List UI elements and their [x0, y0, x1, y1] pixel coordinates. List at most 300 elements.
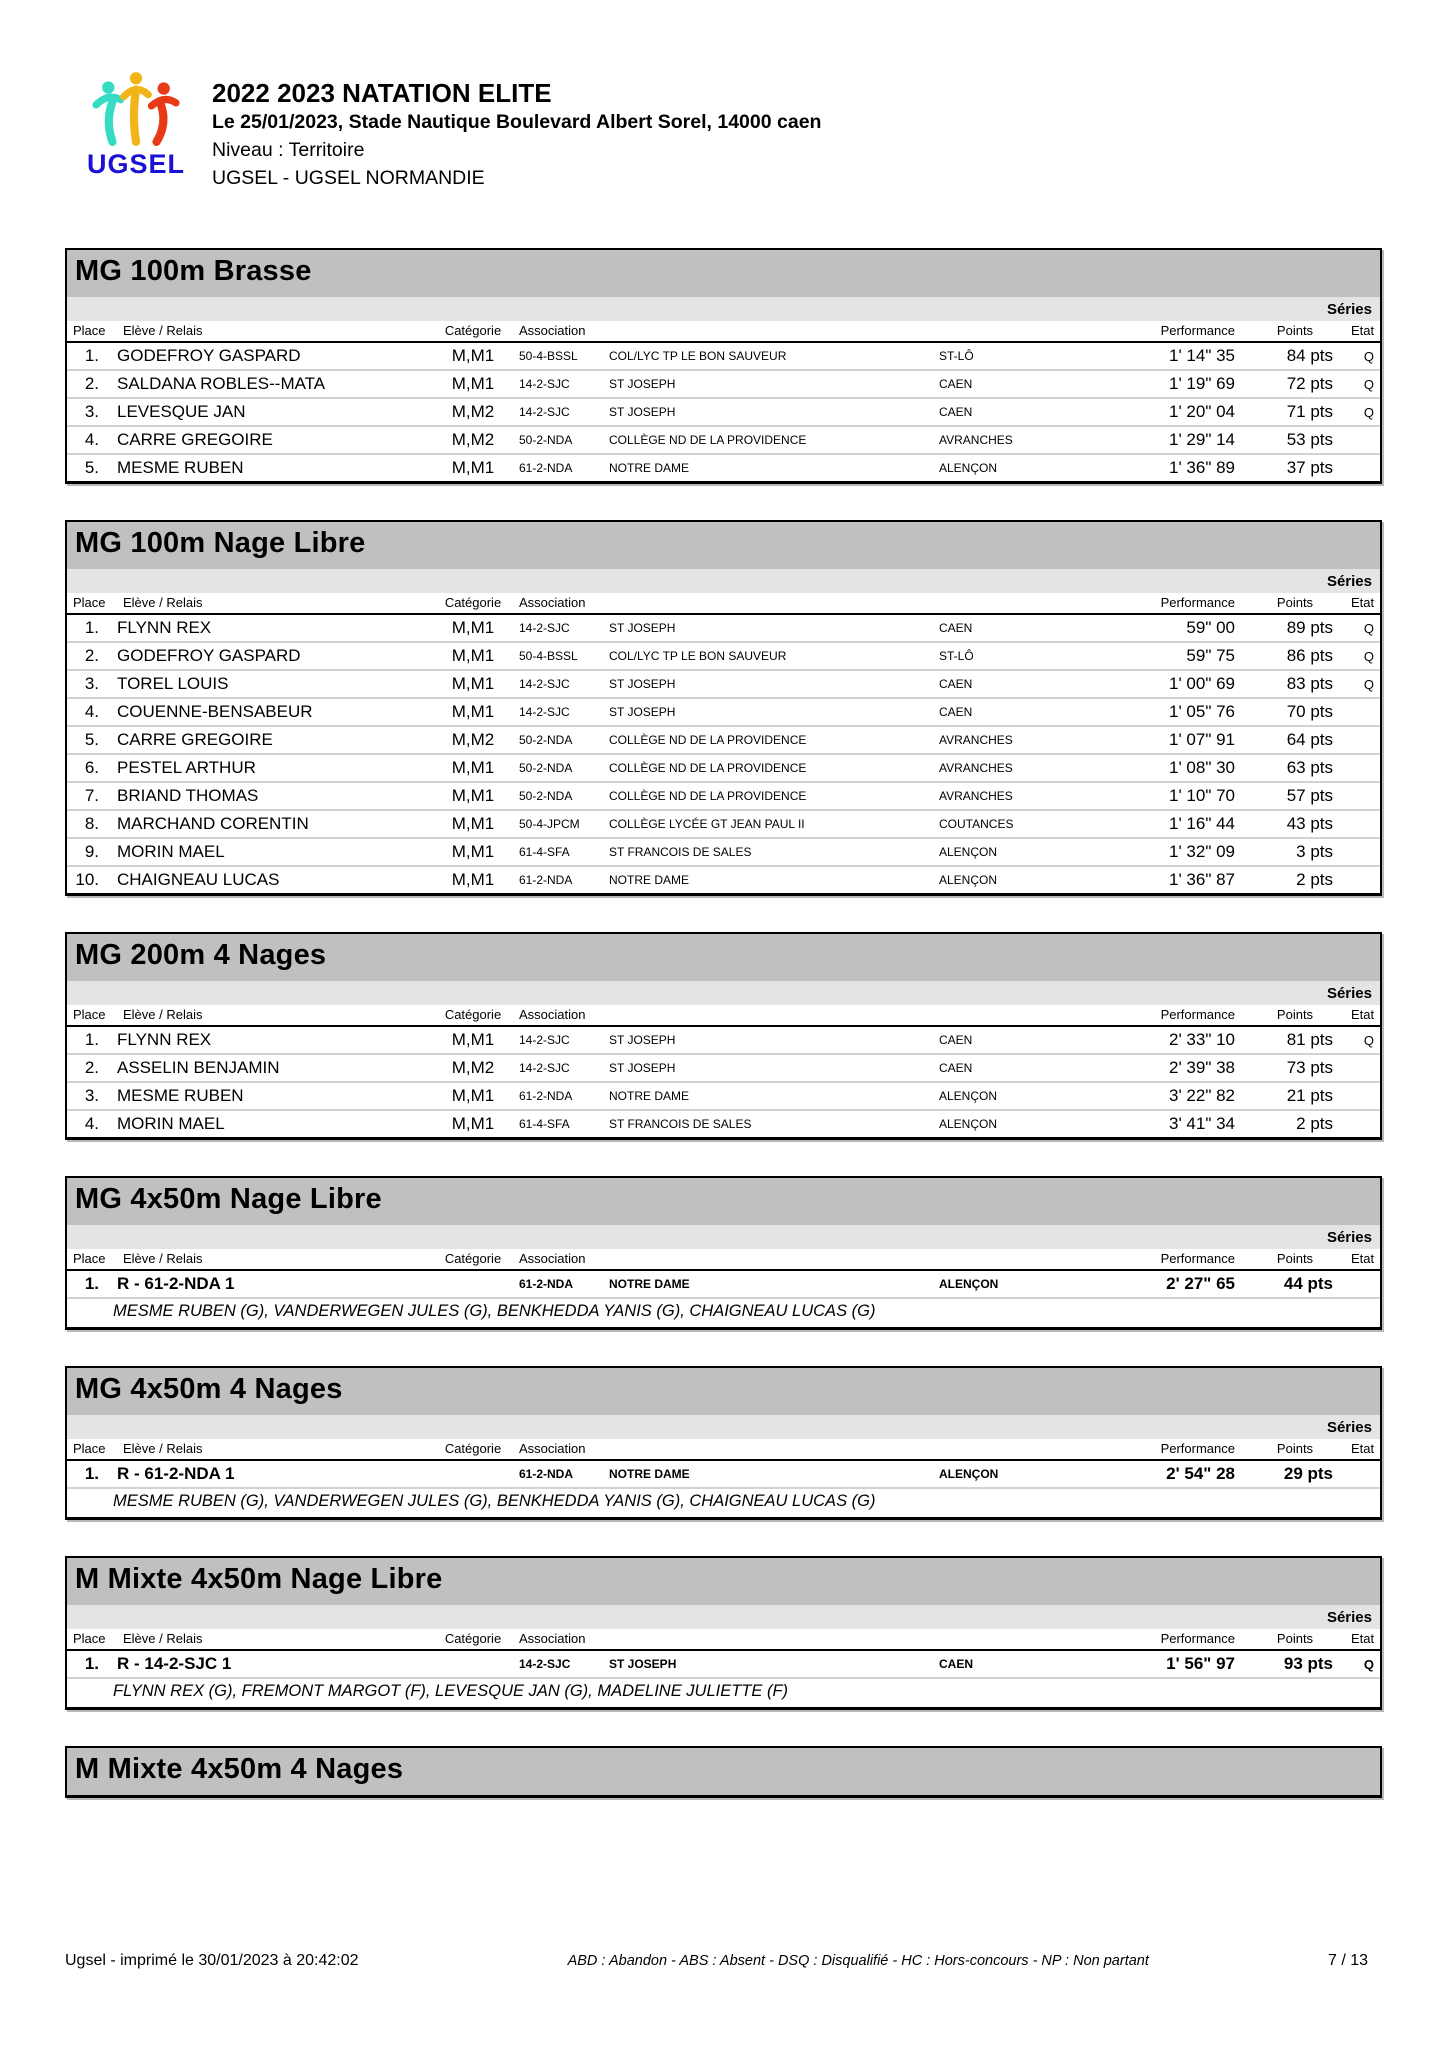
cell-performance: 1' 00" 69 — [1169, 674, 1235, 693]
cell-categorie: M,M1 — [451, 674, 495, 693]
result-row — [67, 455, 1380, 481]
cell-etat: Q — [1363, 1656, 1374, 1672]
col-header-association: Association — [519, 1441, 586, 1456]
relay-members: MESME RUBEN (G), VANDERWEGEN JULES (G), BENKHEDDA YANIS (G), CHAIGNEAU LUCAS (G) — [67, 1299, 1380, 1327]
event-title: MG 4x50m 4 Nages — [67, 1368, 1380, 1415]
result-row — [67, 343, 1380, 371]
cell-name: CARRE GREGOIRE — [117, 430, 273, 449]
col-header-association: Association — [519, 1631, 586, 1646]
cell-assoc_code: 14-2-SJC — [519, 377, 570, 391]
cell-assoc_code: 14-2-SJC — [519, 705, 570, 719]
cell-performance: 1' 05" 76 — [1169, 702, 1235, 721]
result-row — [67, 1111, 1380, 1137]
col-header-place: Place — [73, 595, 106, 610]
col-header-performance: Performance — [1160, 1007, 1235, 1022]
col-header-place: Place — [73, 1251, 106, 1266]
cell-city: ALENÇON — [939, 1117, 998, 1131]
cell-categorie: M,M1 — [451, 870, 495, 889]
col-header-points: Points — [1276, 323, 1314, 338]
col-header-association: Association — [519, 323, 586, 338]
col-header-eleve-relais: Elève / Relais — [123, 1441, 203, 1456]
cell-performance: 1' 36" 89 — [1169, 458, 1235, 477]
cell-assoc_name: NOTRE DAME — [609, 461, 690, 475]
cell-city: AVRANCHES — [939, 433, 1013, 447]
cell-name: MESME RUBEN — [117, 458, 244, 477]
cell-performance: 1' 29" 14 — [1169, 430, 1235, 449]
cell-points: 57 pts — [1286, 786, 1333, 805]
cell-place: 2. — [84, 1058, 99, 1077]
cell-points: 64 pts — [1286, 730, 1333, 749]
cell-place: 10. — [75, 870, 99, 889]
cell-points: 2 pts — [1296, 1114, 1333, 1133]
cell-categorie: M,M1 — [451, 758, 495, 777]
ugsel-logo-text: UGSEL — [86, 149, 185, 179]
print-info: Ugsel - imprimé le 30/01/2023 à 20:42:02 — [65, 1952, 359, 1969]
cell-assoc_name: ST FRANCOIS DE SALES — [609, 845, 752, 859]
cell-place: 9. — [84, 842, 99, 861]
col-header-points: Points — [1276, 1631, 1314, 1646]
col-header-association: Association — [519, 595, 586, 610]
cell-points: 2 pts — [1296, 870, 1333, 889]
result-row — [67, 671, 1380, 699]
cell-points: 93 pts — [1283, 1654, 1333, 1673]
series-band — [67, 569, 1380, 593]
series-label: Séries — [1326, 1609, 1372, 1626]
cell-points: 44 pts — [1283, 1274, 1333, 1293]
cell-performance: 1' 32" 09 — [1169, 842, 1235, 861]
result-row — [67, 727, 1380, 755]
col-header-points: Points — [1276, 595, 1314, 610]
cell-performance: 1' 16" 44 — [1169, 814, 1235, 833]
cell-performance: 2' 33" 10 — [1169, 1030, 1235, 1049]
event-title: MG 100m Nage Libre — [67, 522, 1380, 569]
cell-assoc_name: NOTRE DAME — [609, 1277, 690, 1291]
cell-assoc_code: 61-4-SFA — [519, 845, 570, 859]
event-section — [65, 1176, 1382, 1330]
page-title: 2022 2023 NATATION ELITE — [212, 78, 552, 108]
result-row — [67, 1055, 1380, 1083]
cell-assoc_code: 50-2-NDA — [519, 433, 573, 447]
cell-assoc_code: 14-2-SJC — [519, 1061, 570, 1075]
cell-place: 8. — [84, 814, 99, 833]
cell-place: 4. — [84, 702, 99, 721]
cell-points: 53 pts — [1286, 430, 1333, 449]
cell-assoc_name: ST JOSEPH — [609, 621, 676, 635]
cell-city: ALENÇON — [939, 1467, 999, 1481]
cell-assoc_code: 14-2-SJC — [519, 405, 570, 419]
cell-categorie: M,M1 — [451, 786, 495, 805]
cell-performance: 1' 56" 97 — [1166, 1654, 1235, 1673]
col-header-eleve-relais: Elève / Relais — [123, 1631, 203, 1646]
column-header-row — [67, 593, 1380, 615]
result-row — [67, 755, 1380, 783]
cell-place: 5. — [84, 730, 99, 749]
rows — [67, 1271, 1380, 1327]
cell-performance: 59" 00 — [1186, 618, 1235, 637]
event-level: Niveau : Territoire — [212, 139, 365, 161]
col-header-etat: Etat — [1350, 323, 1375, 338]
cell-city: CAEN — [939, 1033, 973, 1047]
col-header-etat: Etat — [1350, 1441, 1375, 1456]
cell-categorie: M,M2 — [451, 1058, 495, 1077]
cell-assoc_code: 50-2-NDA — [519, 733, 573, 747]
event-section — [65, 1366, 1382, 1520]
cell-assoc_name: COLLÈGE LYCÉE GT JEAN PAUL II — [609, 817, 805, 831]
cell-assoc_name: ST JOSEPH — [609, 377, 676, 391]
cell-assoc_name: ST JOSEPH — [609, 705, 676, 719]
result-row — [67, 1083, 1380, 1111]
cell-points: 3 pts — [1296, 842, 1333, 861]
cell-city: ALENÇON — [939, 873, 998, 887]
result-row — [67, 615, 1380, 643]
col-header-performance: Performance — [1160, 323, 1235, 338]
cell-city: AVRANCHES — [939, 761, 1013, 775]
col-header-etat: Etat — [1350, 1631, 1375, 1646]
event-section — [65, 248, 1382, 484]
series-label: Séries — [1326, 1419, 1372, 1436]
cell-place: 1. — [84, 346, 99, 365]
cell-assoc_name: COLLÈGE ND DE LA PROVIDENCE — [609, 433, 807, 447]
cell-categorie: M,M2 — [451, 730, 495, 749]
cell-place: 6. — [84, 758, 99, 777]
cell-categorie: M,M1 — [451, 1086, 495, 1105]
cell-assoc_code: 50-4-BSSL — [519, 349, 578, 363]
col-header-categorie: Catégorie — [444, 595, 502, 610]
result-row — [67, 839, 1380, 867]
cell-points: 84 pts — [1286, 346, 1333, 365]
page-header — [84, 68, 821, 192]
cell-assoc_code: 14-2-SJC — [519, 1657, 571, 1671]
ugsel-logo — [84, 68, 188, 180]
cell-city: AVRANCHES — [939, 789, 1013, 803]
cell-name: MESME RUBEN — [117, 1086, 244, 1105]
cell-name: SALDANA ROBLES--MATA — [117, 374, 326, 393]
event-title: MG 4x50m Nage Libre — [67, 1178, 1380, 1225]
col-header-eleve-relais: Elève / Relais — [123, 595, 203, 610]
event-section — [65, 520, 1382, 896]
cell-assoc_code: 50-4-BSSL — [519, 649, 578, 663]
cell-name: BRIAND THOMAS — [117, 786, 259, 805]
col-header-performance: Performance — [1160, 595, 1235, 610]
cell-place: 3. — [84, 402, 99, 421]
cell-assoc_name: NOTRE DAME — [609, 1467, 690, 1481]
cell-name: FLYNN REX — [117, 1030, 212, 1049]
cell-categorie: M,M1 — [451, 374, 495, 393]
cell-points: 81 pts — [1286, 1030, 1333, 1049]
column-header-row — [67, 1439, 1380, 1461]
cell-name: CARRE GREGOIRE — [117, 730, 273, 749]
column-header-row — [67, 1249, 1380, 1271]
cell-name: GODEFROY GASPARD — [117, 646, 301, 665]
cell-city: ALENÇON — [939, 1089, 998, 1103]
cell-assoc_code: 61-2-NDA — [519, 1277, 574, 1291]
page-footer — [65, 1952, 1382, 1970]
col-header-points: Points — [1276, 1007, 1314, 1022]
cell-points: 71 pts — [1286, 402, 1333, 421]
cell-name: COUENNE-BENSABEUR — [117, 702, 313, 721]
col-header-etat: Etat — [1350, 1251, 1375, 1266]
event-section — [65, 932, 1382, 1140]
cell-place: 1. — [84, 618, 99, 637]
cell-city: CAEN — [939, 705, 973, 719]
rows — [67, 1651, 1380, 1707]
event-organisation: UGSEL - UGSEL NORMANDIE — [212, 167, 485, 189]
cell-city: ALENÇON — [939, 1277, 999, 1291]
cell-performance: 1' 20" 04 — [1169, 402, 1235, 421]
cell-assoc_name: COL/LYC TP LE BON SAUVEUR — [609, 349, 787, 363]
cell-performance: 1' 14" 35 — [1169, 346, 1235, 365]
series-band — [67, 297, 1380, 321]
cell-place: 2. — [84, 374, 99, 393]
cell-assoc_code: 14-2-SJC — [519, 1033, 570, 1047]
event-title: MG 200m 4 Nages — [67, 934, 1380, 981]
event-date-location: Le 25/01/2023, Stade Nautique Boulevard Albert Sorel, 14000 caen — [212, 111, 822, 133]
cell-performance: 59" 75 — [1186, 646, 1235, 665]
event-section — [65, 1746, 1382, 1798]
column-header-row — [67, 1005, 1380, 1027]
cell-performance: 1' 07" 91 — [1169, 730, 1235, 749]
ugsel-figures-icon — [84, 68, 188, 148]
cell-city: ST-LÔ — [939, 349, 974, 363]
cell-place: 2. — [84, 646, 99, 665]
result-row — [67, 427, 1380, 455]
cell-assoc_name: ST JOSEPH — [609, 405, 676, 419]
cell-assoc_name: NOTRE DAME — [609, 873, 690, 887]
cell-categorie: M,M1 — [451, 618, 495, 637]
result-row — [67, 643, 1380, 671]
event-title: MG 100m Brasse — [67, 250, 1380, 297]
cell-etat: Q — [1363, 348, 1374, 364]
cell-etat: Q — [1363, 648, 1374, 664]
cell-assoc_name: COLLÈGE ND DE LA PROVIDENCE — [609, 789, 807, 803]
cell-name: LEVESQUE JAN — [117, 402, 246, 421]
cell-name: PESTEL ARTHUR — [117, 758, 256, 777]
page-number: 7 / 13 — [1327, 1952, 1368, 1969]
cell-name: MORIN MAEL — [117, 1114, 225, 1133]
cell-name: ASSELIN BENJAMIN — [117, 1058, 280, 1077]
cell-assoc_code: 50-2-NDA — [519, 761, 573, 775]
cell-points: 21 pts — [1286, 1086, 1333, 1105]
cell-place: 3. — [84, 1086, 99, 1105]
header-text — [212, 68, 821, 192]
col-header-place: Place — [73, 323, 106, 338]
cell-points: 37 pts — [1286, 458, 1333, 477]
cell-categorie: M,M1 — [451, 702, 495, 721]
cell-assoc_name: COLLÈGE ND DE LA PROVIDENCE — [609, 761, 807, 775]
relay-members: FLYNN REX (G), FREMONT MARGOT (F), LEVESQUE JAN (G), MADELINE JULIETTE (F) — [67, 1679, 1380, 1707]
cell-points: 72 pts — [1286, 374, 1333, 393]
cell-categorie: M,M1 — [451, 1114, 495, 1133]
cell-assoc_code: 14-2-SJC — [519, 677, 570, 691]
result-row — [67, 1651, 1380, 1679]
cell-categorie: M,M1 — [451, 646, 495, 665]
rows — [67, 615, 1380, 893]
cell-name: MORIN MAEL — [117, 842, 225, 861]
col-header-place: Place — [73, 1441, 106, 1456]
cell-points: 29 pts — [1283, 1464, 1333, 1483]
cell-categorie: M,M2 — [451, 430, 495, 449]
cell-name: TOREL LOUIS — [117, 674, 229, 693]
cell-place: 1. — [84, 1274, 99, 1293]
cell-place: 1. — [84, 1464, 99, 1483]
abbreviations-legend: ABD : Abandon - ABS : Absent - DSQ : Disqualifié - HC : Hors-concours - NP : Non partant — [567, 1953, 1149, 1969]
cell-points: 70 pts — [1286, 702, 1333, 721]
cell-points: 86 pts — [1286, 646, 1333, 665]
cell-city: AVRANCHES — [939, 733, 1013, 747]
col-header-categorie: Catégorie — [444, 323, 502, 338]
cell-categorie: M,M1 — [451, 458, 495, 477]
col-header-performance: Performance — [1160, 1251, 1235, 1266]
cell-place: 5. — [84, 458, 99, 477]
cell-performance: 2' 39" 38 — [1169, 1058, 1235, 1077]
cell-city: CAEN — [939, 405, 973, 419]
cell-points: 63 pts — [1286, 758, 1333, 777]
col-header-eleve-relais: Elève / Relais — [123, 323, 203, 338]
series-band — [67, 1605, 1380, 1629]
cell-name: FLYNN REX — [117, 618, 212, 637]
cell-name: CHAIGNEAU LUCAS — [117, 870, 280, 889]
cell-assoc_name: ST JOSEPH — [609, 1061, 676, 1075]
cell-categorie: M,M1 — [451, 1030, 495, 1049]
cell-performance: 1' 19" 69 — [1169, 374, 1235, 393]
event-title: M Mixte 4x50m 4 Nages — [67, 1748, 1380, 1795]
cell-performance: 1' 36" 87 — [1169, 870, 1235, 889]
cell-city: CAEN — [939, 677, 973, 691]
cell-city: ALENÇON — [939, 461, 998, 475]
cell-categorie: M,M1 — [451, 814, 495, 833]
series-label: Séries — [1326, 985, 1372, 1002]
cell-city: ALENÇON — [939, 845, 998, 859]
cell-name: GODEFROY GASPARD — [117, 346, 301, 365]
cell-performance: 2' 54" 28 — [1166, 1464, 1235, 1483]
col-header-etat: Etat — [1350, 595, 1375, 610]
cell-performance: 1' 08" 30 — [1169, 758, 1235, 777]
col-header-association: Association — [519, 1251, 586, 1266]
cell-assoc_code: 50-2-NDA — [519, 789, 573, 803]
cell-place: 4. — [84, 1114, 99, 1133]
series-label: Séries — [1326, 1229, 1372, 1246]
cell-place: 1. — [84, 1654, 99, 1673]
cell-categorie: M,M1 — [451, 346, 495, 365]
column-header-row — [67, 321, 1380, 343]
cell-etat: Q — [1363, 676, 1374, 692]
result-row — [67, 1271, 1380, 1299]
cell-performance: 3' 22" 82 — [1169, 1086, 1235, 1105]
col-header-categorie: Catégorie — [444, 1007, 502, 1022]
cell-assoc_name: COLLÈGE ND DE LA PROVIDENCE — [609, 733, 807, 747]
sections — [65, 248, 1382, 1834]
col-header-points: Points — [1276, 1251, 1314, 1266]
rows — [67, 343, 1380, 481]
col-header-points: Points — [1276, 1441, 1314, 1456]
cell-place: 7. — [84, 786, 99, 805]
cell-name: R - 61-2-NDA 1 — [117, 1464, 235, 1483]
series-band — [67, 981, 1380, 1005]
col-header-eleve-relais: Elève / Relais — [123, 1251, 203, 1266]
cell-city: ST-LÔ — [939, 649, 974, 663]
relay-members: MESME RUBEN (G), VANDERWEGEN JULES (G), BENKHEDDA YANIS (G), CHAIGNEAU LUCAS (G) — [67, 1489, 1380, 1517]
col-header-performance: Performance — [1160, 1441, 1235, 1456]
series-band — [67, 1225, 1380, 1249]
cell-assoc_code: 50-4-JPCM — [519, 817, 580, 831]
result-row — [67, 399, 1380, 427]
cell-assoc_name: ST JOSEPH — [609, 1657, 677, 1671]
cell-place: 3. — [84, 674, 99, 693]
cell-assoc_code: 61-2-NDA — [519, 1467, 574, 1481]
cell-categorie: M,M2 — [451, 402, 495, 421]
cell-performance: 2' 27" 65 — [1166, 1274, 1235, 1293]
series-band — [67, 1415, 1380, 1439]
series-label: Séries — [1326, 301, 1372, 318]
cell-city: COUTANCES — [939, 817, 1014, 831]
cell-assoc_code: 61-2-NDA — [519, 873, 573, 887]
cell-place: 4. — [84, 430, 99, 449]
cell-performance: 1' 10" 70 — [1169, 786, 1235, 805]
cell-name: MARCHAND CORENTIN — [117, 814, 309, 833]
cell-city: CAEN — [939, 377, 973, 391]
cell-assoc_name: ST JOSEPH — [609, 1033, 676, 1047]
col-header-place: Place — [73, 1631, 106, 1646]
cell-points: 89 pts — [1286, 618, 1333, 637]
col-header-association: Association — [519, 1007, 586, 1022]
cell-assoc_name: ST JOSEPH — [609, 677, 676, 691]
cell-city: CAEN — [939, 1657, 974, 1671]
cell-name: R - 14-2-SJC 1 — [117, 1654, 232, 1673]
column-header-row — [67, 1629, 1380, 1651]
cell-city: CAEN — [939, 1061, 973, 1075]
cell-place: 1. — [84, 1030, 99, 1049]
rows — [67, 1461, 1380, 1517]
cell-points: 73 pts — [1286, 1058, 1333, 1077]
cell-etat: Q — [1363, 376, 1374, 392]
col-header-categorie: Catégorie — [444, 1251, 502, 1266]
cell-assoc_name: COL/LYC TP LE BON SAUVEUR — [609, 649, 787, 663]
cell-etat: Q — [1363, 620, 1374, 636]
event-section — [65, 1556, 1382, 1710]
result-row — [67, 867, 1380, 893]
cell-name: R - 61-2-NDA 1 — [117, 1274, 235, 1293]
cell-points: 83 pts — [1286, 674, 1333, 693]
result-row — [67, 811, 1380, 839]
col-header-performance: Performance — [1160, 1631, 1235, 1646]
result-row — [67, 783, 1380, 811]
rows — [67, 1027, 1380, 1137]
cell-assoc_code: 14-2-SJC — [519, 621, 570, 635]
col-header-categorie: Catégorie — [444, 1631, 502, 1646]
cell-assoc_code: 61-2-NDA — [519, 461, 573, 475]
col-header-eleve-relais: Elève / Relais — [123, 1007, 203, 1022]
col-header-categorie: Catégorie — [444, 1441, 502, 1456]
result-row — [67, 1461, 1380, 1489]
event-title: M Mixte 4x50m Nage Libre — [67, 1558, 1380, 1605]
cell-points: 43 pts — [1286, 814, 1333, 833]
result-row — [67, 1027, 1380, 1055]
cell-assoc_code: 61-2-NDA — [519, 1089, 573, 1103]
series-label: Séries — [1326, 573, 1372, 590]
cell-assoc_name: NOTRE DAME — [609, 1089, 690, 1103]
cell-categorie: M,M1 — [451, 842, 495, 861]
cell-city: CAEN — [939, 621, 973, 635]
col-header-etat: Etat — [1350, 1007, 1375, 1022]
result-row — [67, 699, 1380, 727]
cell-performance: 3' 41" 34 — [1169, 1114, 1235, 1133]
cell-etat: Q — [1363, 1032, 1374, 1048]
cell-etat: Q — [1363, 404, 1374, 420]
result-row — [67, 371, 1380, 399]
cell-assoc_code: 61-4-SFA — [519, 1117, 570, 1131]
col-header-place: Place — [73, 1007, 106, 1022]
cell-assoc_name: ST FRANCOIS DE SALES — [609, 1117, 752, 1131]
